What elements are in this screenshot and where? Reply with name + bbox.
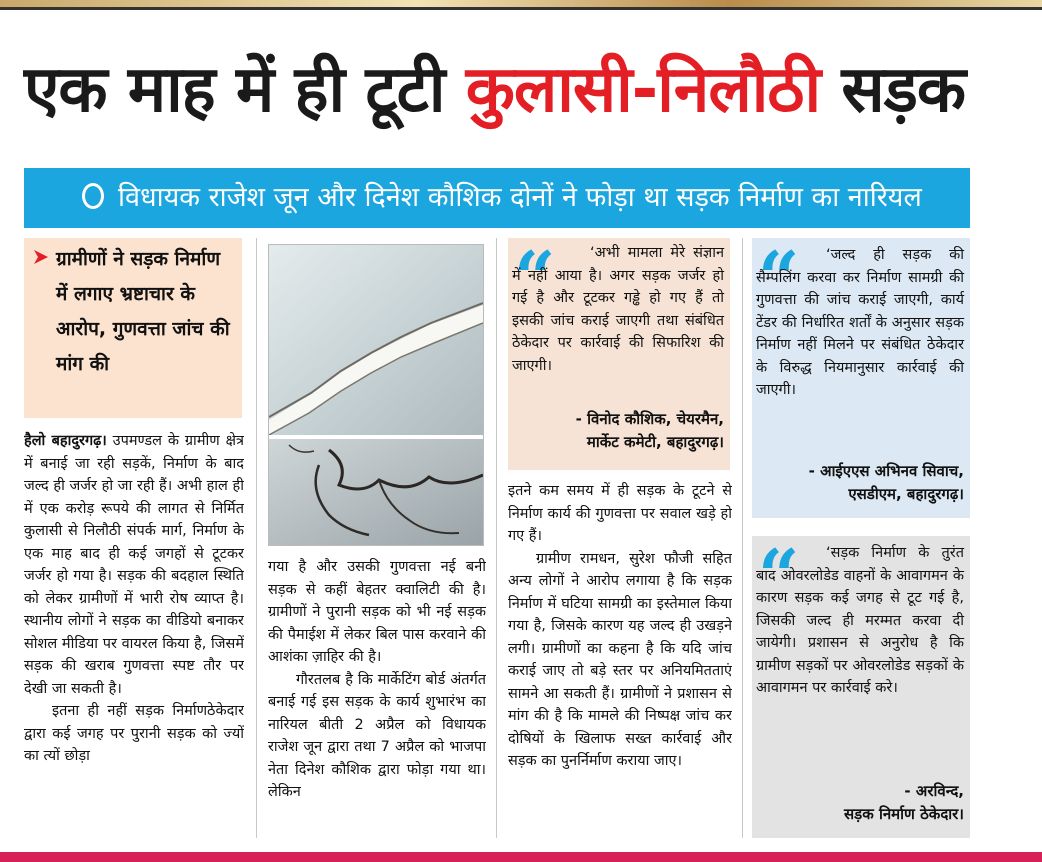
article-paragraph: इतना ही नहीं सड़क निर्माणठेकेदार द्वारा कई जगह पर पुरानी सड़क को ज्यों का त्यों छोड़ा: [24, 703, 244, 764]
article-column-1: [24, 430, 244, 840]
quote-attribution-line1: - विनोद कौशिक, चेयरमैन,: [575, 410, 724, 428]
quote-attribution-line1: - अरविन्द,: [904, 782, 964, 800]
kicker-text: ग्रामीणों ने सड़क निर्माण में लगाए भ्रष्टाचार के आरोप, गुणवत्ता जांच की मांग की: [56, 248, 230, 375]
article-paragraph: ग्रामीण रामधन, सुरेश फौजी सहित अन्य लोगों ने आरोप लगाया है कि सड़क निर्माण में घटिया सामग्री का इस्तेमाल किया गया है, जिसके कारण यह जल्द ही उखड़ने लगी। ग्रामीणों का कहना है कि यदि जांच कराई जाए तो बड़े स्तर पर अनियमितताएं सामने आ सकती हैं। ग्रामीणों ने प्रशासन से मांग की है कि मामले की निष्पक्ष जांच कर दोषियों के खिलाफ सख्त कार्रवाई और सड़क का पुनर्निर्माण कराया जाए।: [508, 550, 732, 769]
article-column-2: [268, 556, 486, 846]
cracked-road-image: [269, 245, 483, 545]
headline-part3: सड़क: [841, 53, 965, 127]
column-divider: [256, 238, 257, 838]
top-decorative-strip: [0, 0, 1042, 10]
quote-attribution-line1: - आईएएस अभिनव सिवाच,: [808, 462, 964, 480]
column-divider: [742, 238, 743, 838]
quote-box-contractor: [752, 533, 970, 838]
road-crack-photo: [268, 244, 484, 546]
article-paragraph: गया है और उसकी गुणवत्ता नई बनी सड़क से कहीं बेहतर क्वालिटी की है। ग्रामीणों ने पुरानी सड़क को भी नई सड़क की पैमाईश में लेकर बिल पास करवाने की आशंका ज़ाहिर की है।: [268, 559, 486, 665]
quote-text: ‘अभी मामला मेरे संज्ञान में नहीं आया है। अगर सड़क जर्जर हो गई है और टूटकर गड्ढे हो गए हैं तो इसकी जांच कराई जाएगी तथा संबंधित ठेकेदार पर कार्रवाई की सिफारिश की जाएगी।: [512, 245, 724, 374]
arrow-bullet-icon: [32, 248, 50, 266]
article-paragraph: इतने कम समय में ही सड़क के टूटने से निर्माण कार्य की गुणवत्ता पर सवाल खड़े हो गए हैं।: [508, 483, 732, 544]
quote-attribution-line2: मार्केट कमेटी, बहादुरगढ़।: [586, 433, 724, 451]
subheadline-deck: [24, 168, 970, 228]
quote-text: ‘सड़क निर्माण के तुरंत बाद ओवरलोडेड वाहनों के आवागमन के कारण सड़क कई जगह से टूट गई है, जिसकी जल्द ही मरम्मत करवा दी जायेगी। प्रशासन से अनुरोध है कि ग्रामीण सड़कों पर ओवरलोडेड सड़कों के आवागमन पर कार्रवाई करे।: [756, 545, 964, 696]
circle-bullet-icon: [82, 183, 104, 209]
quote-box-sdm: [752, 235, 970, 518]
column-divider: [496, 238, 497, 838]
quote-box-chairman: [508, 235, 730, 470]
headline-part1: एक माह में ही टूटी: [24, 53, 445, 127]
paragraph-text: उपमण्डल के ग्रामीण क्षेत्र में बनाई जा रही सड़कें, निर्माण के बाद जल्द ही जर्जर हो जा रही हैं। अभी हाल ही में एक करोड़ रूपये की लागत से निर्मित कुलासी से निलौठी संपर्क मार्ग, निर्माण के एक माह बाद ही कई जगहों से टूटकर जर्जर हो गया है। सड़क की बदहाल स्थिति को लेकर ग्रामीणों में भारी रोष व्याप्त है। स्थानीय लोगों ने सड़क का वीडियो बनाकर सोशल मीडिया पर वायरल किया है, जिसमें सड़क की खराब गुणवत्ता स्पष्ट तौर पर देखी जा सकती है।: [24, 433, 244, 697]
dateline: हैलो बहादुरगढ़।: [24, 433, 107, 449]
quote-mark-icon: “: [758, 533, 800, 618]
bottom-decorative-strip: [0, 852, 1042, 862]
deck-text: विधायक राजेश जून और दिनेश कौशिक दोनों ने फोड़ा था सड़क निर्माण का नारियल: [118, 182, 922, 213]
quote-attribution-line2: सड़क निर्माण ठेकेदार।: [844, 805, 964, 823]
kicker-box: [24, 238, 242, 418]
quote-mark-icon: “: [514, 235, 556, 320]
headline: [24, 40, 1024, 140]
article-paragraph: [24, 430, 244, 700]
headline-highlight: कुलासी-निलौठी: [465, 53, 821, 127]
quote-text: ‘जल्द ही सड़क की सैम्पलिंग करवा कर निर्माण सामग्री की गुणवत्ता की जांच कराई जाएगी, कार्य टेंडर की निर्धारित शर्तों के अनुसार सड़क निर्माण नहीं मिलने पर संबंधित ठेकेदार के विरुद्ध नियमानुसार कार्रवाई की जाएगी।: [756, 247, 964, 398]
article-column-3: [508, 480, 732, 840]
quote-attribution-line2: एसडीएम, बहादुरगढ़।: [848, 485, 964, 503]
article-paragraph: गौरतलब है कि मार्केटिंग बोर्ड अंतर्गत बनाई गई इस सड़क के कार्य शुभारंभ का नारियल बीती 2 अप्रैल को विधायक राजेश जून द्वारा तथा 7 अप्रैल को भाजपा नेता दिनेश कौशिक द्वारा फोड़ा गया था। लेकिन: [268, 671, 486, 800]
quote-mark-icon: “: [758, 235, 800, 320]
